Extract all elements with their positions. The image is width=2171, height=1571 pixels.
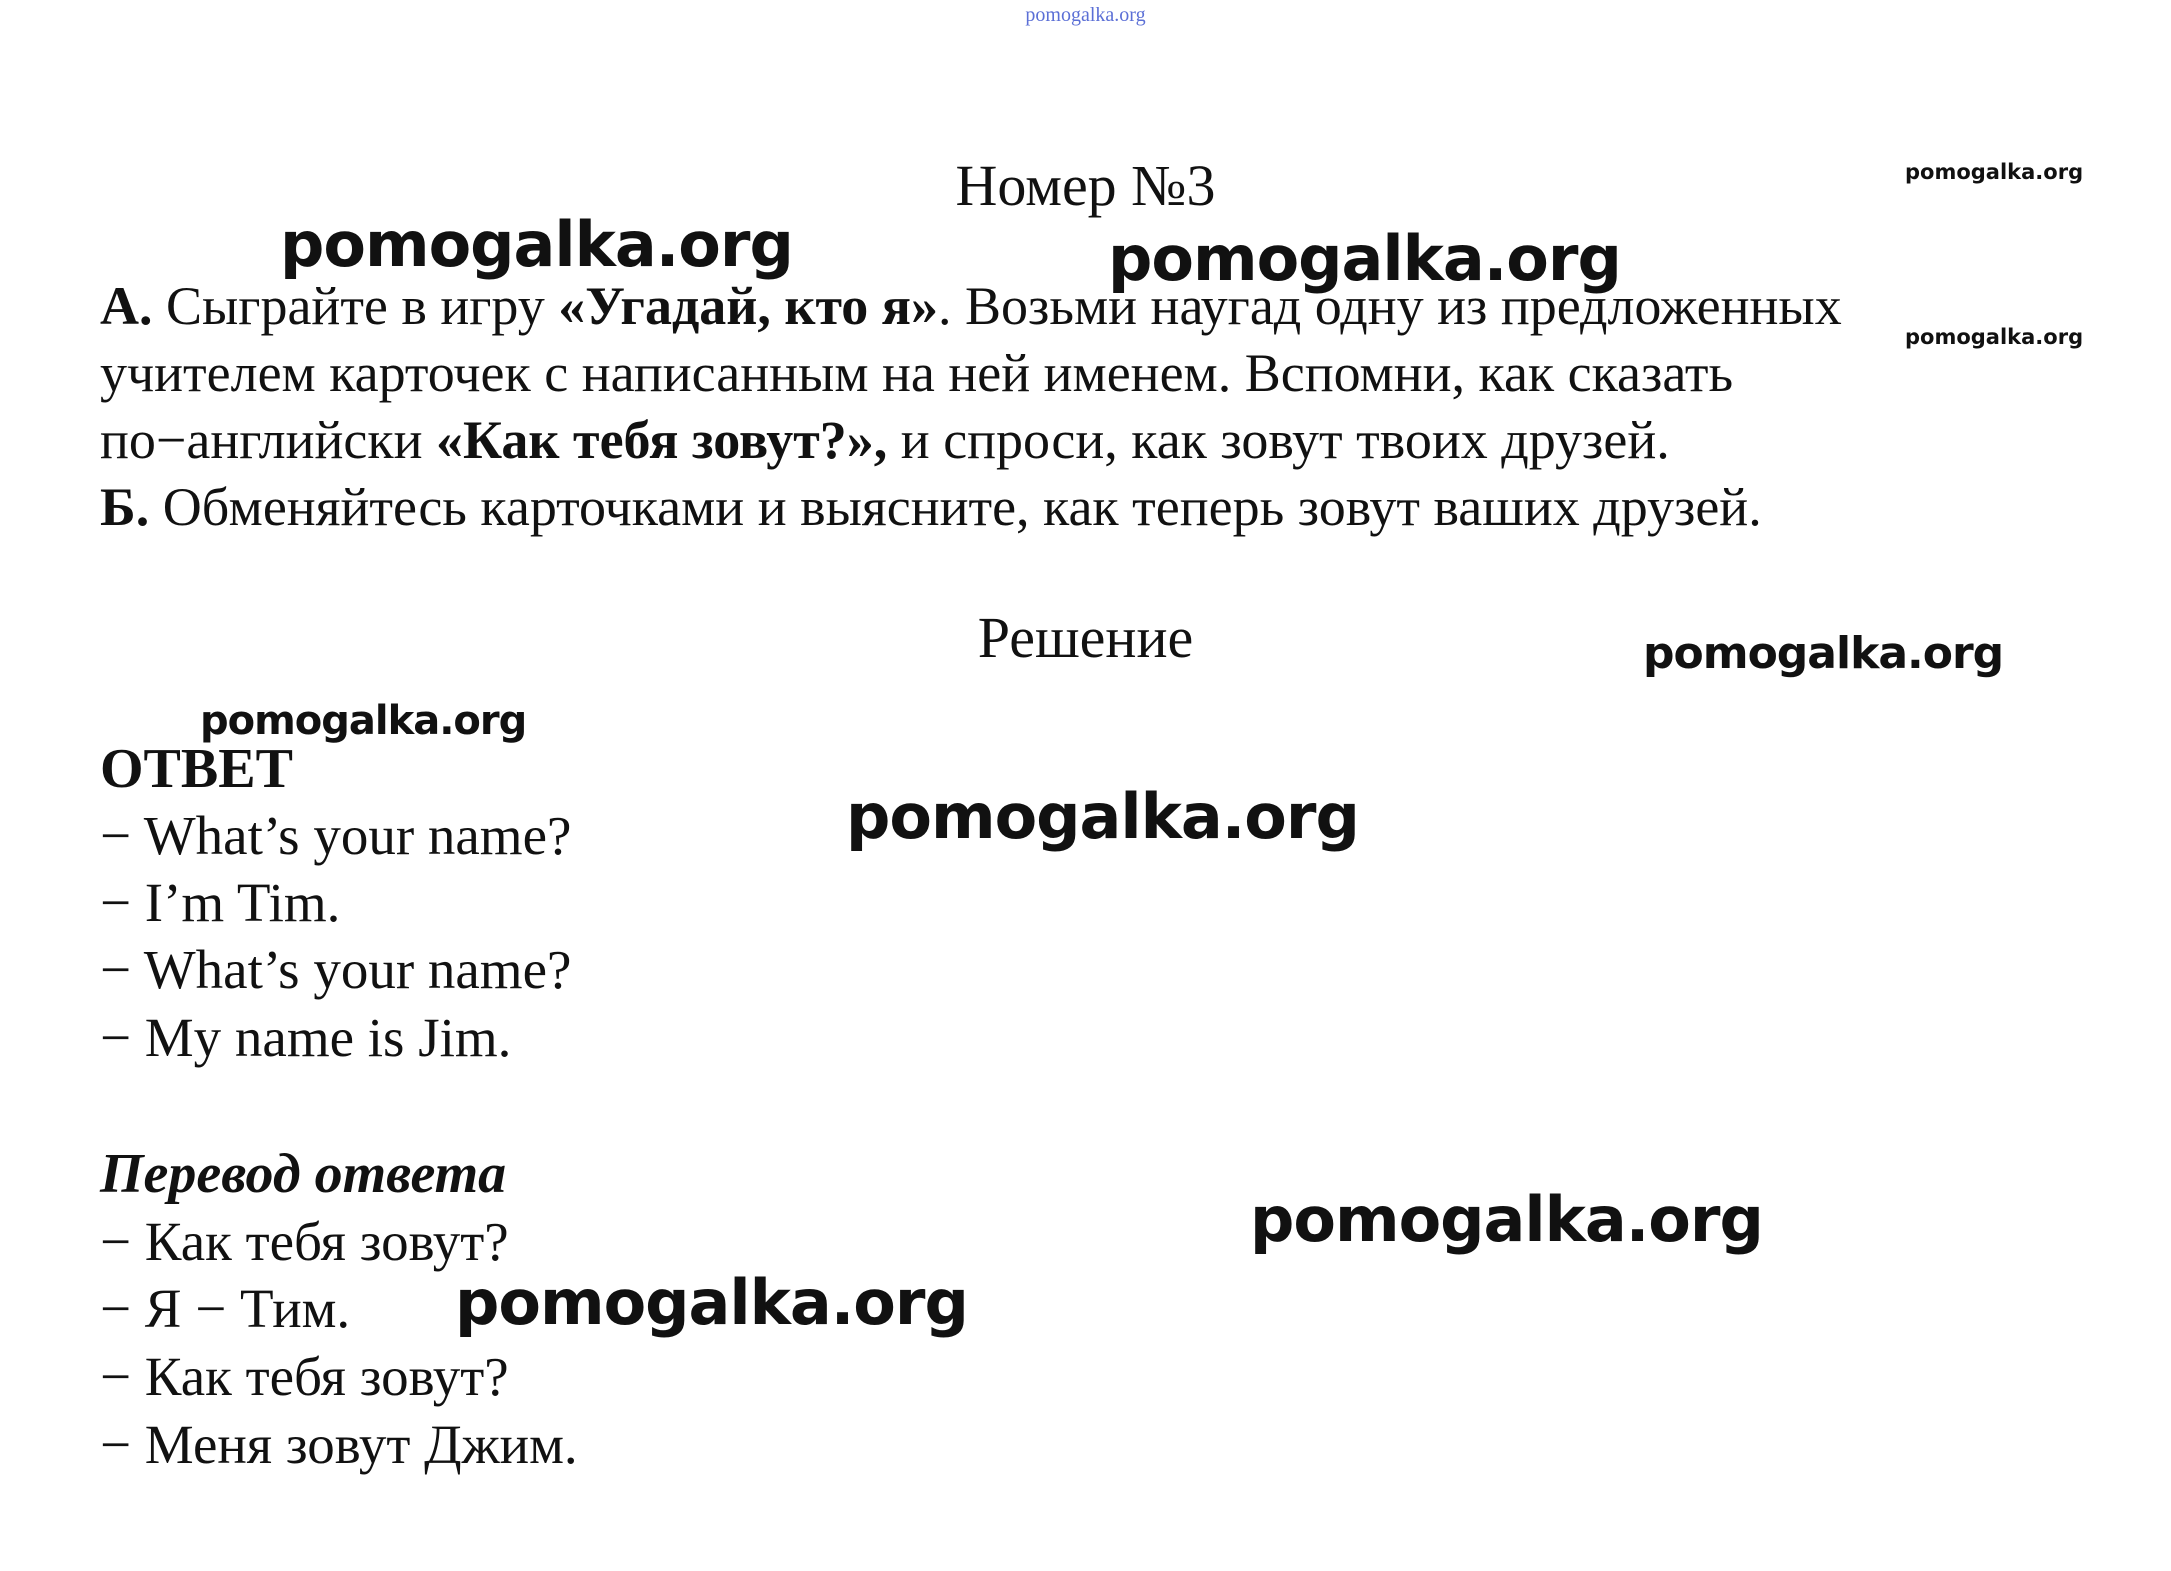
translation-title: Перевод ответа: [100, 1143, 507, 1205]
answer-line-1: − What’s your name?: [100, 805, 572, 866]
watermark-right-lower: pomogalka.org: [1250, 1183, 1763, 1256]
task-a-game-name: «Угадай, кто я»: [558, 276, 939, 336]
task-line3-text1: по−английски: [100, 410, 436, 470]
translation-line-3: − Как тебя зовут?: [100, 1346, 509, 1407]
page-title: Номер №3: [955, 153, 1216, 218]
task-line-b: [100, 476, 2100, 538]
watermark-small-top-right: pomogalka.org: [1905, 160, 2084, 184]
solution-heading: Решение: [977, 605, 1194, 670]
watermark-center-middle: pomogalka.org: [846, 780, 1359, 853]
task-b-label: Б.: [100, 477, 150, 537]
watermark-left-lower: pomogalka.org: [455, 1266, 968, 1339]
watermark-left-middle: pomogalka.org: [200, 698, 527, 744]
answer-line-3: − What’s your name?: [100, 939, 572, 1000]
task-line-2: учителем карточек с написанным на ней именем. Вспомни, как сказать: [100, 343, 1734, 403]
task-line-3: [100, 409, 2100, 471]
translation-line-1: − Как тебя зовут?: [100, 1211, 509, 1272]
answer-line-2: − I’m Tim.: [100, 872, 341, 933]
answer-title: ОТВЕТ: [100, 738, 293, 800]
task-line-a: [100, 275, 2100, 337]
watermark-right-middle: pomogalka.org: [1643, 628, 2004, 679]
task-b-text: Обменяйтесь карточками и выясните, как теперь зовут ваших друзей.: [149, 477, 1762, 537]
watermark-small-right: pomogalka.org: [1905, 325, 2084, 349]
watermark-left-upper: pomogalka.org: [280, 208, 793, 281]
task-a-text1: Сыграйте в игру: [152, 276, 559, 336]
task-line3-text2: и спроси, как зовут твоих друзей.: [887, 410, 1670, 470]
task-a-label: А.: [100, 276, 153, 336]
answer-line-4: − My name is Jim.: [100, 1007, 512, 1068]
task-a-text2: . Возьми наугад одну из предложенных: [938, 276, 1842, 336]
translation-line-2: − Я − Тим.: [100, 1278, 351, 1339]
translation-line-4: − Меня зовут Джим.: [100, 1414, 578, 1475]
watermark-center-upper: pomogalka.org: [1108, 222, 1621, 295]
task-line3-question: «Как тебя зовут?»,: [435, 410, 888, 470]
watermark-top: pomogalka.org: [1025, 4, 1146, 26]
